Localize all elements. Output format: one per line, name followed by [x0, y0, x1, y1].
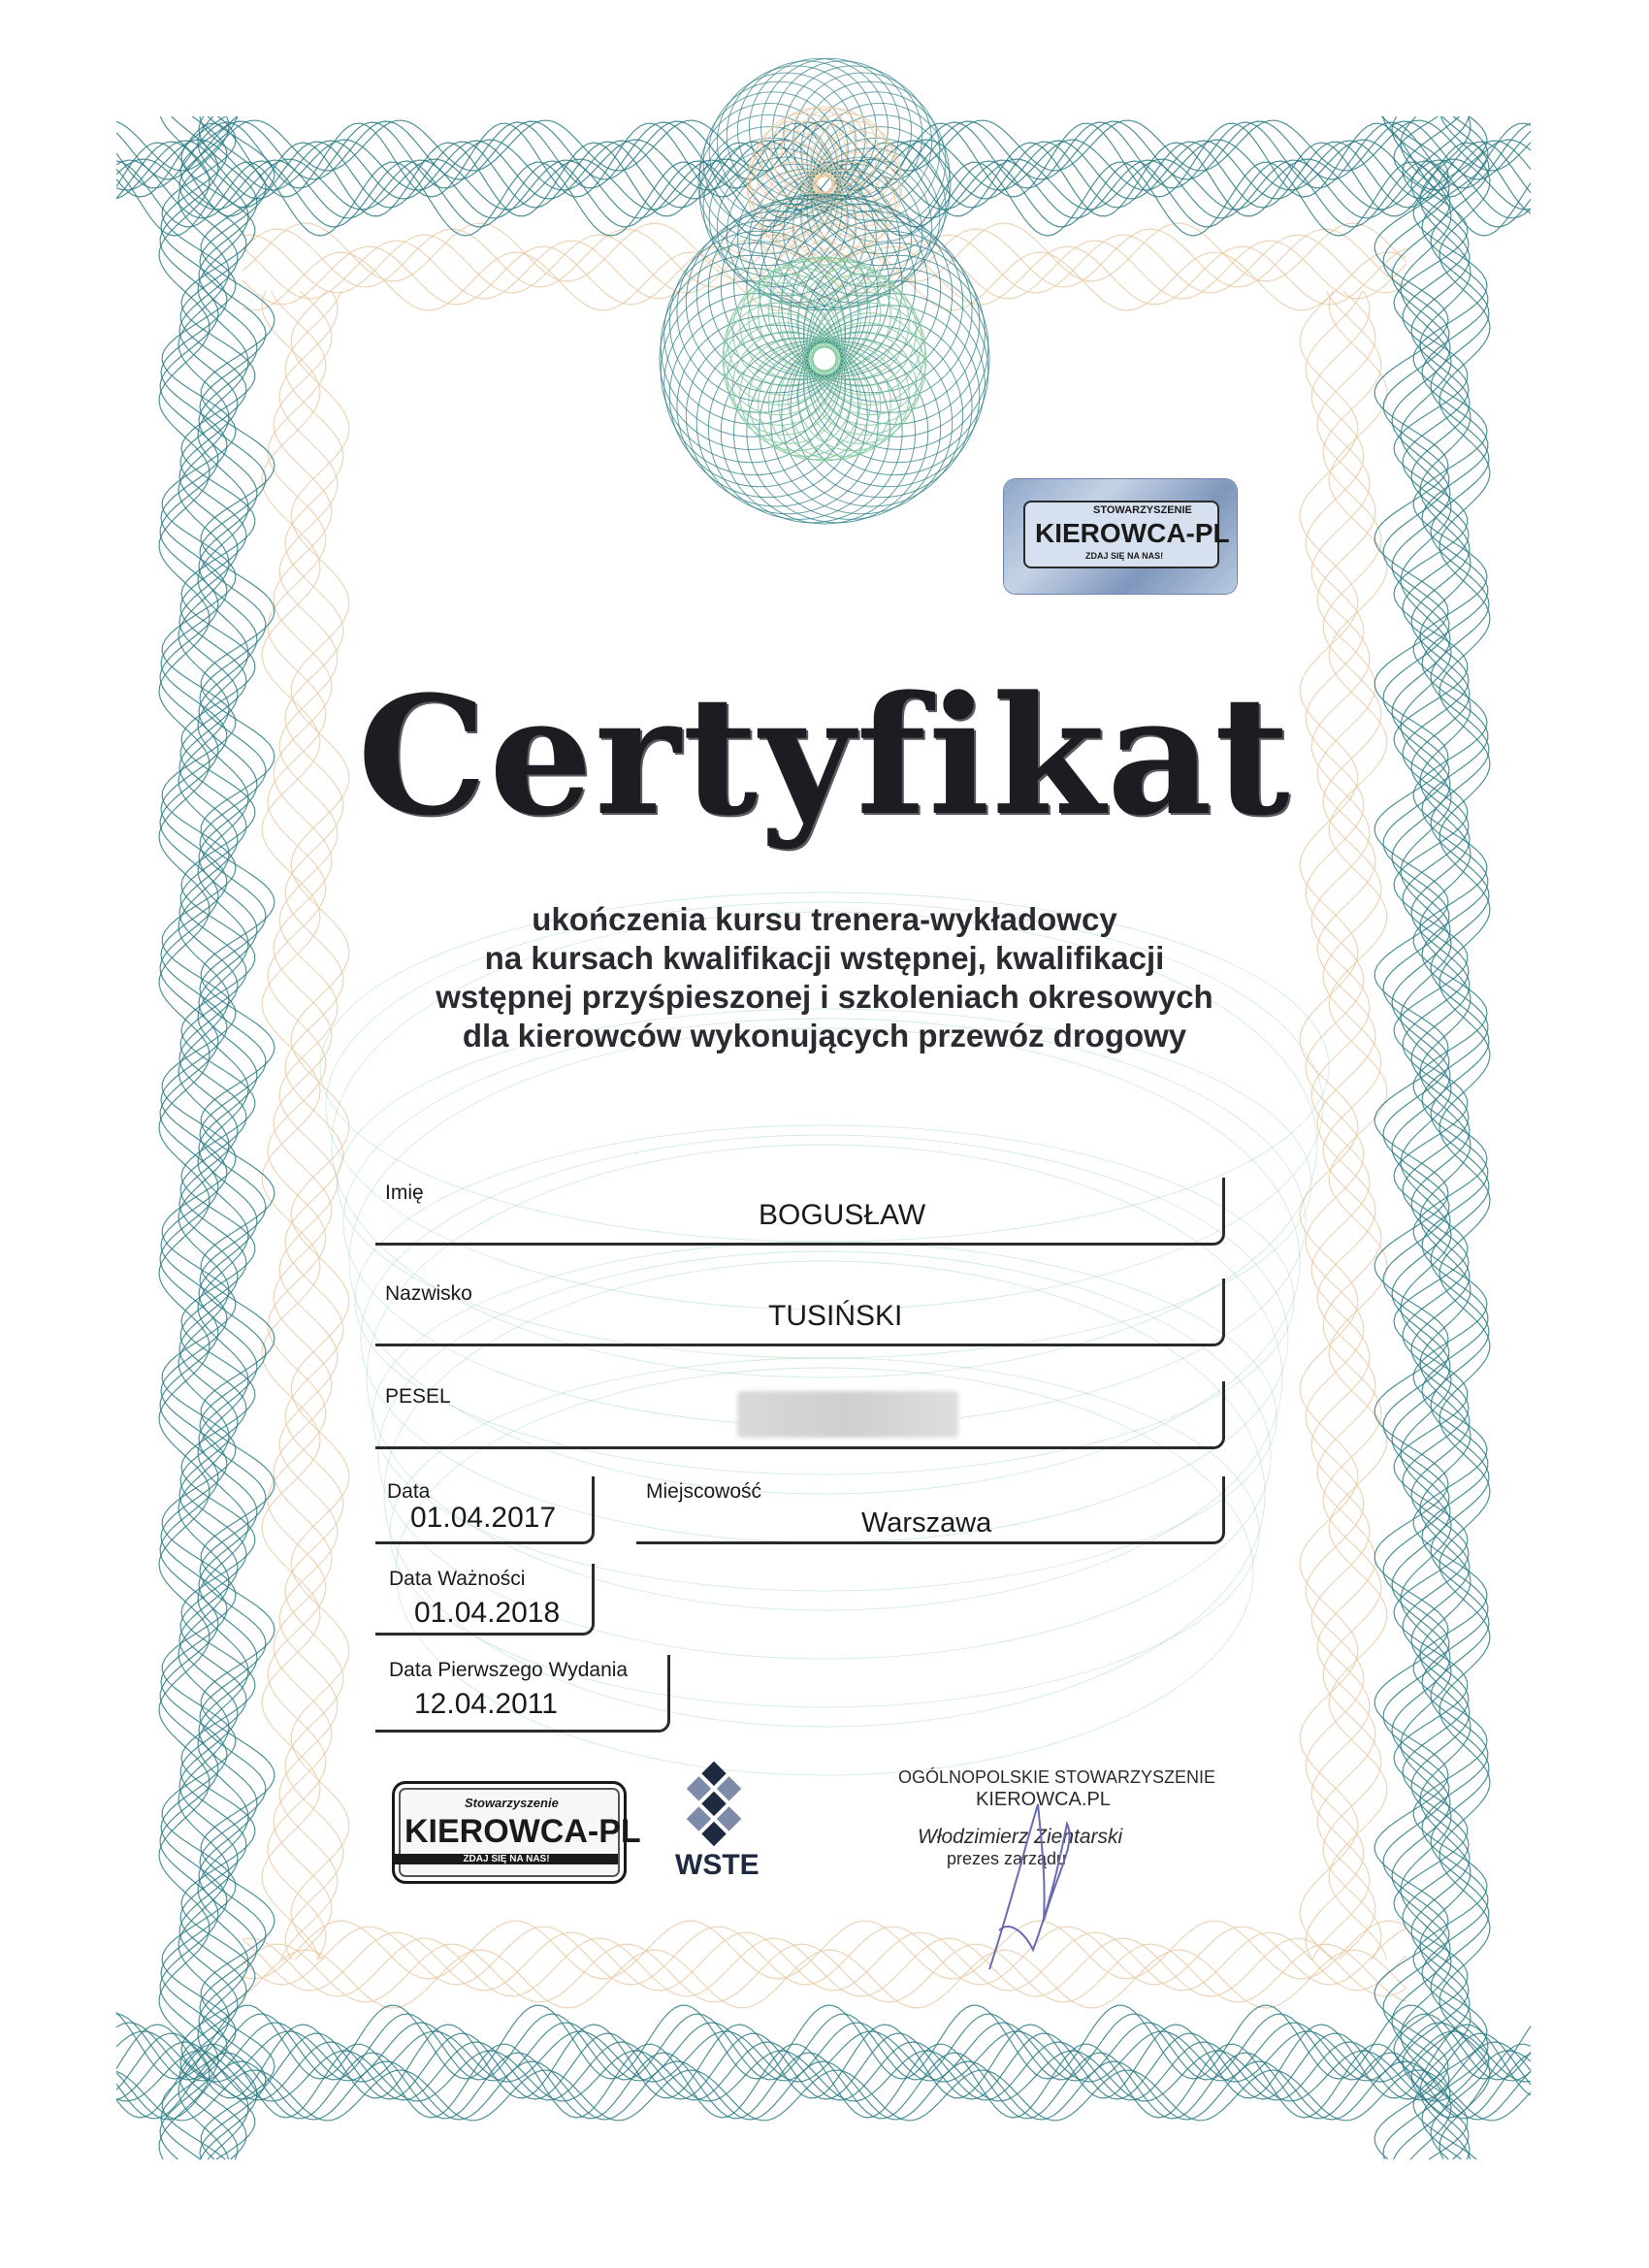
signature-role: prezes zarządu: [947, 1849, 1067, 1868]
field-data: [375, 1476, 595, 1544]
subtitle-line: dla kierowców wykonujących przewóz drogowy: [462, 1018, 1187, 1053]
hologram-bottom-text: ZDAJ SIĘ NA NAS!: [1085, 551, 1164, 561]
field-imie: [375, 1178, 1225, 1246]
certificate-title: Certyfikat: [357, 660, 1292, 852]
field-miejscowosc: [636, 1476, 1225, 1544]
kierowca-logo-bottom: ZDAJ SIĘ NA NAS!: [395, 1854, 618, 1864]
field-data-waznosci-value: 01.04.2018: [414, 1597, 561, 1629]
field-nazwisko-label: Nazwisko: [385, 1282, 472, 1305]
signature-org-line2: KIEROWCA.PL: [976, 1789, 1111, 1810]
subtitle-line: ukończenia kursu trenera-wykładowcy: [532, 901, 1117, 937]
kierowca-logo-main: KIEROWCA-PL: [404, 1813, 641, 1850]
kierowca-logo-top: Stowarzyszenie: [465, 1796, 559, 1810]
field-nazwisko-value: TUSIŃSKI: [768, 1300, 903, 1332]
wste-logo-icon: [671, 1758, 757, 1847]
certificate-subtitle: [0, 900, 1649, 1055]
field-imie-value: BOGUSŁAW: [759, 1199, 926, 1231]
field-data-label: Data: [387, 1480, 431, 1503]
field-data-pierwszego-label: Data Pierwszego Wydania: [389, 1659, 629, 1681]
handwritten-signature: [931, 1766, 1125, 1989]
field-nazwisko: [375, 1279, 1225, 1346]
wste-logo-text: WSTE: [675, 1849, 760, 1881]
field-imie-label: Imię: [385, 1182, 424, 1204]
field-miejscowosc-value: Warszawa: [861, 1507, 992, 1539]
field-data-pierwszego-value: 12.04.2011: [414, 1688, 558, 1720]
kierowca-pl-logo: [392, 1781, 641, 1884]
field-pesel-label: PESEL: [385, 1385, 451, 1408]
signature-org-line1: OGÓLNOPOLSKIE STOWARZYSZENIE: [898, 1767, 1216, 1787]
field-data-value: 01.04.2017: [410, 1502, 557, 1534]
pesel-redacted: [737, 1391, 958, 1438]
field-data-pierwszego-wydania: [375, 1655, 670, 1733]
field-data-waznosci-label: Data Ważności: [389, 1568, 526, 1590]
hologram-plate: [1023, 501, 1230, 568]
field-miejscowosc-label: Miejscowość: [646, 1480, 762, 1503]
field-data-waznosci: [375, 1564, 595, 1636]
hologram-sticker: [1004, 479, 1237, 594]
signature-name: Włodzimierz Zientarski: [918, 1826, 1123, 1848]
subtitle-line: na kursach kwalifikacji wstępnej, kwalifikacji: [484, 940, 1165, 976]
hologram-top-text: STOWARZYSZENIE: [1093, 504, 1192, 516]
hologram-main-text: KIEROWCA-PL: [1035, 518, 1230, 548]
subtitle-line: wstępnej przyśpieszonej i szkoleniach okresowych: [436, 979, 1213, 1015]
